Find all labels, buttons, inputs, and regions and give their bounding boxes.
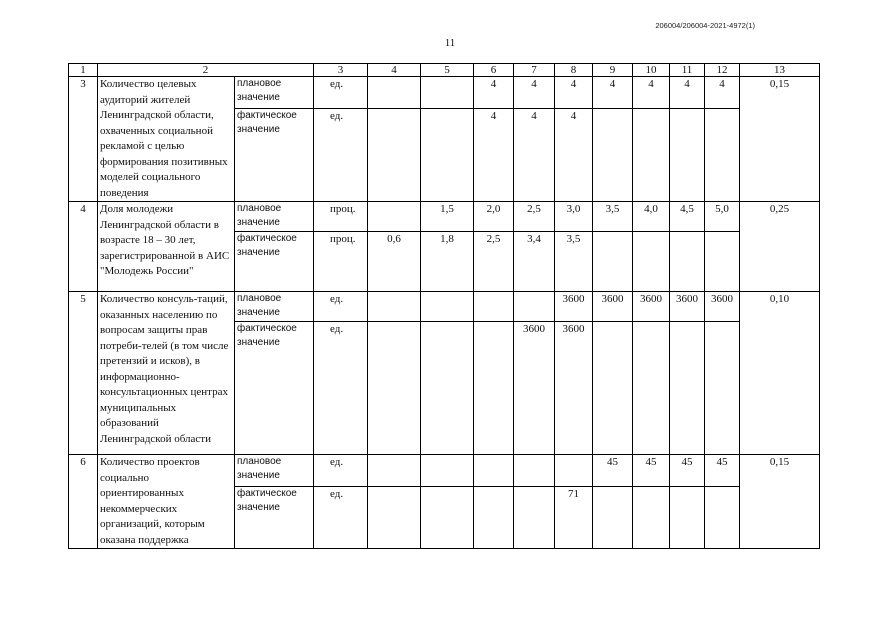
- value-cell: [421, 77, 474, 109]
- value-cell: [474, 292, 514, 322]
- value-cell: 3,4: [514, 232, 555, 292]
- value-type-label: фактическое значение: [235, 486, 314, 548]
- col-header: 1: [69, 64, 98, 77]
- value-cell: 4: [705, 77, 740, 109]
- value-cell: 3600: [555, 292, 593, 322]
- unit-cell: проц.: [314, 202, 368, 232]
- weight-cell: 0,25: [740, 202, 820, 292]
- value-cell: [368, 486, 421, 548]
- col-header: 9: [593, 64, 633, 77]
- value-cell: [368, 322, 421, 455]
- unit-cell: проц.: [314, 232, 368, 292]
- col-header: 4: [368, 64, 421, 77]
- value-cell: [705, 486, 740, 548]
- value-cell: 4: [474, 77, 514, 109]
- weight-cell: 0,10: [740, 292, 820, 455]
- value-cell: 3600: [705, 292, 740, 322]
- weight-cell: 0,15: [740, 77, 820, 202]
- value-cell: 71: [555, 486, 593, 548]
- indicator-description: Количество проектов социально ориентированных некоммерческих организаций, которым оказана поддержка: [98, 455, 235, 549]
- value-cell: [421, 322, 474, 455]
- indicator-plan-row: [69, 202, 820, 232]
- value-cell: [368, 455, 421, 487]
- col-header: 12: [705, 64, 740, 77]
- page-number: 11: [444, 37, 456, 49]
- col-header: 10: [633, 64, 670, 77]
- col-header: 3: [314, 64, 368, 77]
- value-cell: 4: [670, 77, 705, 109]
- value-cell: 3600: [514, 322, 555, 455]
- unit-cell: ед.: [314, 292, 368, 322]
- value-cell: [421, 292, 474, 322]
- unit-cell: ед.: [314, 486, 368, 548]
- value-cell: [474, 322, 514, 455]
- unit-cell: ед.: [314, 322, 368, 455]
- value-cell: [633, 232, 670, 292]
- value-cell: [633, 108, 670, 201]
- value-cell: 2,5: [474, 232, 514, 292]
- value-cell: 4: [633, 77, 670, 109]
- indicator-plan-row: [69, 292, 820, 322]
- value-cell: [633, 486, 670, 548]
- indicator-description: Количество консуль-таций, оказанных населению по вопросам защиты прав потреби-телей (в том числе претензий и исков), в информационно-консультационных центрах муниципальных образований Ленинградской области: [98, 292, 235, 455]
- value-cell: [474, 486, 514, 548]
- indicators-table: [68, 63, 820, 549]
- value-cell: 3,5: [593, 202, 633, 232]
- value-cell: [593, 486, 633, 548]
- value-cell: [368, 202, 421, 232]
- value-cell: 4: [555, 77, 593, 109]
- value-cell: [593, 108, 633, 201]
- value-cell: 4: [555, 108, 593, 201]
- value-type-label: фактическое значение: [235, 322, 314, 455]
- value-cell: [670, 322, 705, 455]
- col-header: 7: [514, 64, 555, 77]
- value-type-label: фактическое значение: [235, 108, 314, 201]
- value-cell: [705, 232, 740, 292]
- value-cell: 4: [514, 77, 555, 109]
- value-cell: [670, 232, 705, 292]
- weight-cell: 0,15: [740, 455, 820, 549]
- value-cell: [421, 108, 474, 201]
- value-cell: [670, 108, 705, 201]
- value-cell: 3600: [670, 292, 705, 322]
- value-cell: 5,0: [705, 202, 740, 232]
- value-cell: [705, 108, 740, 201]
- value-cell: [555, 455, 593, 487]
- value-cell: 0,6: [368, 232, 421, 292]
- indicator-number: 4: [69, 202, 98, 292]
- value-cell: 2,0: [474, 202, 514, 232]
- indicator-description: Доля молодежи Ленинградской области в возрасте 18 – 30 лет, зарегистрированной в АИС "Молодежь России": [98, 202, 235, 292]
- indicator-number: 6: [69, 455, 98, 549]
- value-cell: [368, 108, 421, 201]
- value-type-label: плановое значение: [235, 455, 314, 487]
- value-cell: [514, 292, 555, 322]
- value-cell: 3600: [555, 322, 593, 455]
- indicator-description: Количество целевых аудиторий жителей Ленинградской области, охваченных социальной рекламой с целью формирования позитивных моделей социального поведения: [98, 77, 235, 202]
- indicator-plan-row: [69, 77, 820, 109]
- value-cell: [368, 77, 421, 109]
- col-header: 8: [555, 64, 593, 77]
- indicator-number: 3: [69, 77, 98, 202]
- value-cell: 3600: [593, 292, 633, 322]
- value-cell: 1,8: [421, 232, 474, 292]
- value-cell: [593, 322, 633, 455]
- value-cell: 3,5: [555, 232, 593, 292]
- value-cell: [421, 486, 474, 548]
- value-type-label: плановое значение: [235, 292, 314, 322]
- value-cell: 2,5: [514, 202, 555, 232]
- value-cell: 45: [633, 455, 670, 487]
- value-cell: 4,5: [670, 202, 705, 232]
- value-cell: [421, 455, 474, 487]
- value-cell: 4: [514, 108, 555, 201]
- value-type-label: плановое значение: [235, 202, 314, 232]
- col-header: 13: [740, 64, 820, 77]
- value-type-label: фактическое значение: [235, 232, 314, 292]
- value-cell: [705, 322, 740, 455]
- value-cell: [633, 322, 670, 455]
- unit-cell: ед.: [314, 108, 368, 201]
- indicator-plan-row: [69, 455, 820, 487]
- col-header: 6: [474, 64, 514, 77]
- document-id: 206004/206004-2021-4972(1): [655, 21, 755, 30]
- col-header: 11: [670, 64, 705, 77]
- value-cell: 3,0: [555, 202, 593, 232]
- indicator-number: 5: [69, 292, 98, 455]
- value-type-label: плановое значение: [235, 77, 314, 109]
- value-cell: 45: [670, 455, 705, 487]
- column-number-row: [69, 64, 820, 77]
- value-cell: 45: [593, 455, 633, 487]
- value-cell: 1,5: [421, 202, 474, 232]
- value-cell: [670, 486, 705, 548]
- value-cell: 45: [705, 455, 740, 487]
- value-cell: 4,0: [633, 202, 670, 232]
- col-header: 2: [98, 64, 314, 77]
- value-cell: [514, 455, 555, 487]
- value-cell: 4: [593, 77, 633, 109]
- value-cell: 4: [474, 108, 514, 201]
- col-header: 5: [421, 64, 474, 77]
- value-cell: [474, 455, 514, 487]
- unit-cell: ед.: [314, 455, 368, 487]
- value-cell: [514, 486, 555, 548]
- unit-cell: ед.: [314, 77, 368, 109]
- value-cell: 3600: [633, 292, 670, 322]
- value-cell: [368, 292, 421, 322]
- value-cell: [593, 232, 633, 292]
